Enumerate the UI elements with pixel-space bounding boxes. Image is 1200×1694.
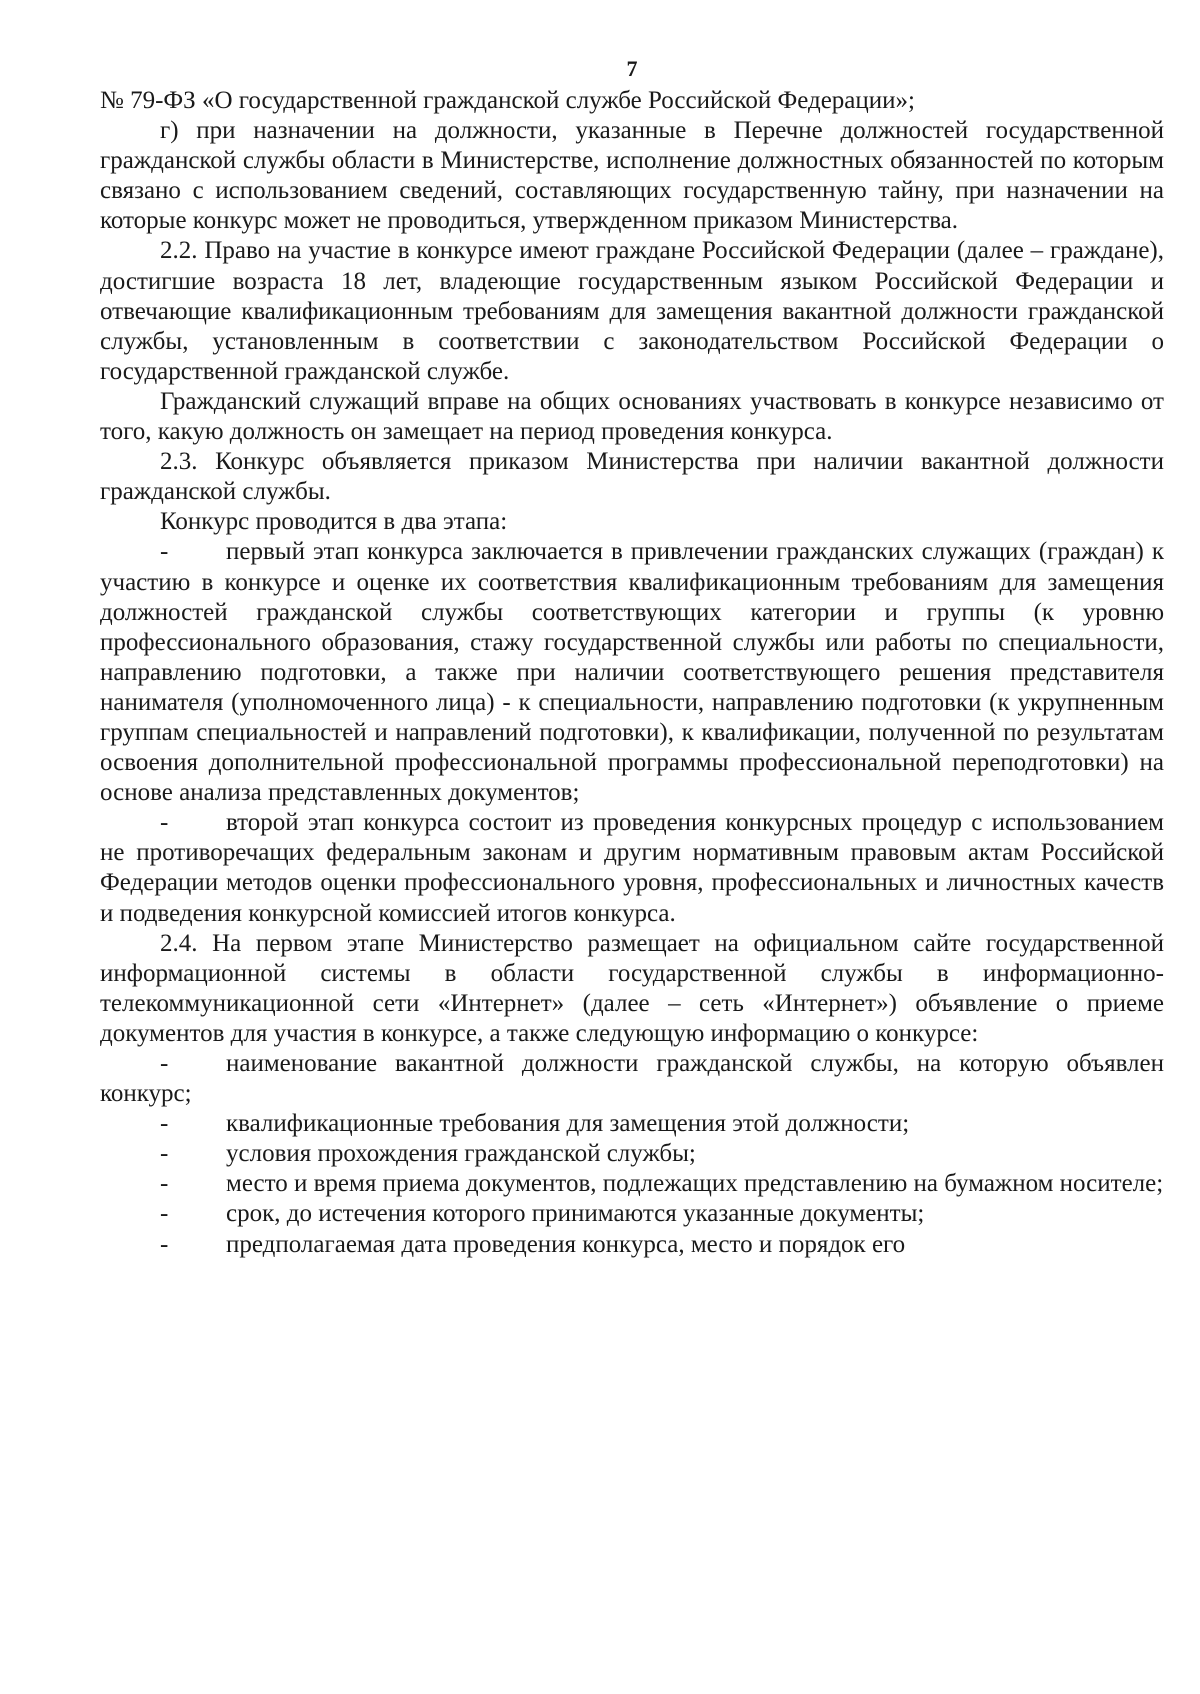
paragraph-2-2 xyxy=(100,236,1164,386)
list-item-contest-date xyxy=(100,1230,1164,1260)
list-item-text: предполагаемая дата проведения конкурса, место и порядок его xyxy=(226,1230,906,1258)
paragraph-2-3 xyxy=(100,447,1164,507)
paragraph-text: № 79-ФЗ «О государственной гражданской службе Российской Федерации»; xyxy=(100,87,915,114)
list-dash: - xyxy=(160,1140,169,1168)
paragraph-2-4 xyxy=(100,929,1164,1049)
paragraph-item-g xyxy=(100,116,1164,236)
paragraph-civil-servant-right xyxy=(100,387,1164,447)
paragraph-text: 2.3. Конкурс объявляется приказом Министерства при наличии вакантной должности гражданской службы. xyxy=(100,448,1164,506)
list-dash: - xyxy=(160,1200,169,1228)
list-dash: - xyxy=(160,538,169,566)
list-dash: - xyxy=(160,1170,169,1198)
paragraph-two-stages xyxy=(100,507,1164,537)
list-dash: - xyxy=(160,1050,169,1077)
list-item-second-stage xyxy=(100,808,1164,928)
list-dash: - xyxy=(160,1110,169,1138)
list-item-text: условия прохождения гражданской службы; xyxy=(226,1140,696,1168)
list-item-qualification xyxy=(100,1109,1164,1139)
paragraph-text: 2.2. Право на участие в конкурсе имеют граждане Российской Федерации (далее – граждане), достигшие возраста 18 лет, владеющие государственным языком Российской Федерации и отвечающие квалификационным требованиям для замещения вакантной должности гражданской службы, установленным в соответствии с законодательством Российской Федерации о государственной гражданской службе. xyxy=(100,237,1164,385)
list-dash: - xyxy=(160,1230,169,1258)
paragraph-text: Гражданский служащий вправе на общих основаниях участвовать в конкурсе независимо от того, какую должность он замещает на период проведения конкурса. xyxy=(100,387,1164,446)
list-item-deadline xyxy=(100,1199,1164,1229)
list-item-vacancy-name xyxy=(100,1049,1164,1109)
list-item-text: место и время приема документов, подлежащих представлению на бумажном носителе; xyxy=(226,1170,1164,1198)
document-page xyxy=(100,58,1164,1260)
paragraph-text: Конкурс проводится в два этапа: xyxy=(160,508,508,536)
list-item-text: первый этап конкурса заключается в привлечении гражданских служащих (граждан) к участию в конкурсе и оценке их соответствия квалификационным требованиям для замещения должностей гражданской службы соответствующих категории и группы (к уровню профессионального образования, стажу государственной службы или работы по специальности, направлению подготовки, а также при наличии соответствующего решения представителя нанимателя (уполномоченного лица) - к специальности, направлению подготовки (к укрупненным группам специальностей и направлений подготовки), к квалификации, полученной по результатам освоения дополнительной профессиональной программы профессиональной переподготовки) на основе анализа представленных документов; xyxy=(100,538,1164,807)
list-item-first-stage xyxy=(100,537,1164,808)
list-item-service-conditions xyxy=(100,1139,1164,1169)
list-item-text: наименование вакантной должности гражданской службы, на которую объявлен конкурс; xyxy=(100,1050,1164,1108)
list-item-place-time xyxy=(100,1169,1164,1199)
list-dash: - xyxy=(160,809,169,837)
list-item-text: квалификационные требования для замещения этой должности; xyxy=(226,1110,910,1138)
paragraph-text: 2.4. На первом этапе Министерство размещает на официальном сайте государственной информационной системы в области государственной службы в информационно-телекоммуникационной сети «Интернет» (далее – сеть «Интернет») объявление о приеме документов для участия в конкурсе, а также следующую информацию о конкурсе: xyxy=(100,929,1164,1047)
page-number: 7 xyxy=(626,56,638,81)
list-item-text: второй этап конкурса состоит из проведения конкурсных процедур с использованием не противоречащих федеральным законам и другим нормативным правовым актам Российской Федерации методов оценки профессионального уровня, профессиональных и личностных качеств и подведения конкурсной комиссией итогов конкурса. xyxy=(100,809,1164,927)
list-item-text: срок, до истечения которого принимаются указанные документы; xyxy=(226,1200,925,1228)
paragraph-law-reference xyxy=(100,86,1164,116)
paragraph-text: г) при назначении на должности, указанные в Перечне должностей государственной гражданской службы области в Министерстве, исполнение должностных обязанностей по которым связано с использованием сведений, составляющих государственную тайну, при назначении на которые конкурс может не проводиться, утвержденном приказом Министерства. xyxy=(100,117,1164,235)
